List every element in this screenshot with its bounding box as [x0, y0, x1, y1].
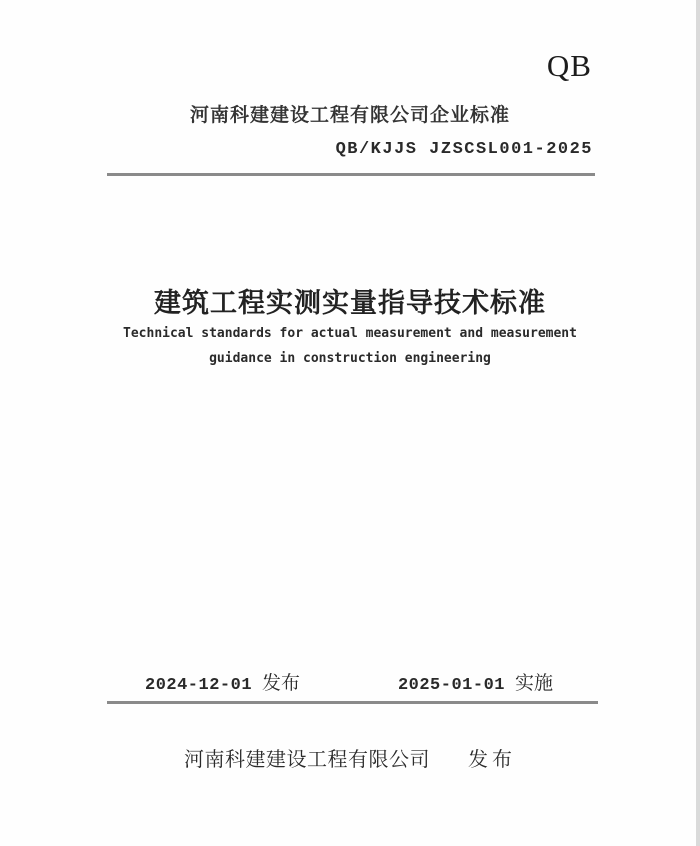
- header-divider-rule: [107, 173, 595, 176]
- implement-date-group: [398, 668, 553, 695]
- publish-label: 发布: [468, 749, 516, 771]
- dates-row: [0, 668, 700, 695]
- publisher-name: 河南科建建设工程有限公司: [184, 749, 430, 771]
- enterprise-standard-header: 河南科建建设工程有限公司企业标准: [189, 105, 510, 126]
- standard-number: QB/KJJS JZSCSL001-2025: [335, 140, 593, 159]
- qb-logo: QB: [546, 48, 592, 83]
- document-title-english-line1: Technical standards for actual measurement and measurement: [123, 326, 577, 341]
- document-title-english-line2: guidance in construction engineering: [209, 351, 491, 366]
- footer-divider-rule: [107, 701, 598, 704]
- issue-label: 发布: [262, 673, 301, 694]
- issue-date: 2024-12-01: [145, 676, 253, 695]
- implement-label: 实施: [514, 673, 553, 694]
- document-title-chinese: 建筑工程实测实量指导技术标准: [154, 288, 546, 318]
- issue-date-group: [145, 668, 300, 695]
- implement-date: 2025-01-01: [397, 676, 505, 695]
- publisher-row: [0, 743, 700, 772]
